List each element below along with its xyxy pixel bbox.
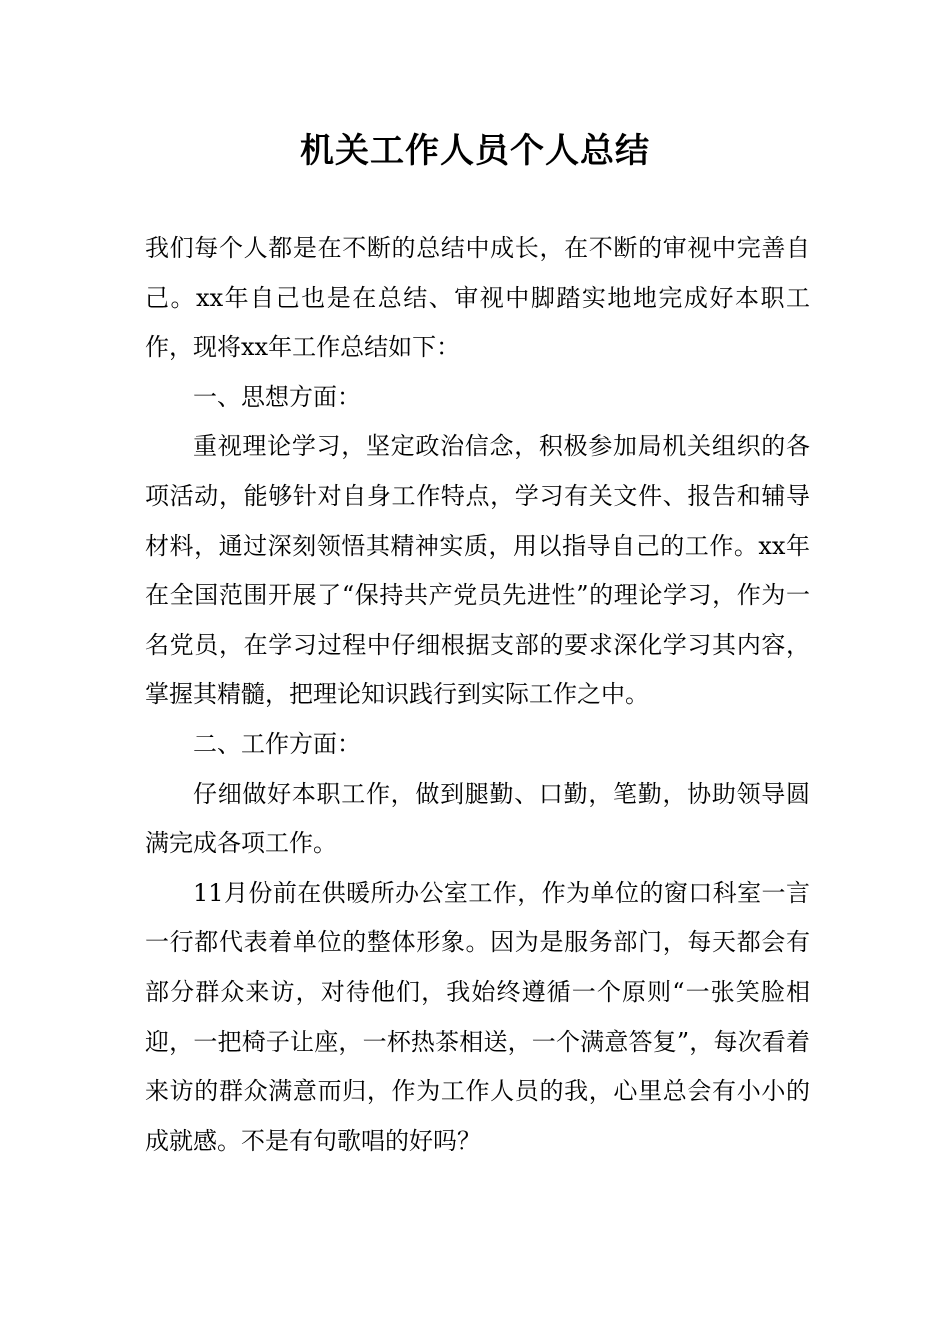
work-paragraph: 仔细做好本职工作，做到腿勤、口勤，笔勤，协助领导圆满完成各项工作。	[145, 779, 810, 858]
thought-paragraph: 重视理论学习，坚定政治信念，积极参加局机关组织的各项活动，能够针对自身工作特点，学习有关文件、报告和辅导材料，通过深刻领悟其精神实质，用以指导自己的工作。xx年在全国范围开展了“保持共产党员先进性”的理论学习，作为一名党员，在学习过程中仔细根据支部的要求深化学习其内容，掌握其精髓，把理论知识践行到实际工作之中。	[145, 432, 810, 709]
office-work-paragraph: 11月份前在供暖所办公室工作，作为单位的窗口科室一言一行都代表着单位的整体形象。因为是服务部门，每天都会有部分群众来访，对待他们，我始终遵循一个原则“一张笑脸相迎，一把椅子让座，一杯热茶相送，一个满意答复”，每次看着来访的群众满意而归，作为工作人员的我，心里总会有小小的成就感。不是有句歌唱的好吗？	[145, 878, 810, 1155]
intro-paragraph: 我们每个人都是在不断的总结中成长，在不断的审视中完善自己。xx年自己也是在总结、审视中脚踏实地地完成好本职工作，现将xx年工作总结如下：	[145, 234, 810, 362]
section-heading-work: 二、工作方面：	[193, 729, 361, 758]
document-title: 机关工作人员个人总结	[300, 131, 650, 171]
document-body	[145, 224, 810, 1166]
section-heading-thought: 一、思想方面：	[193, 382, 361, 411]
